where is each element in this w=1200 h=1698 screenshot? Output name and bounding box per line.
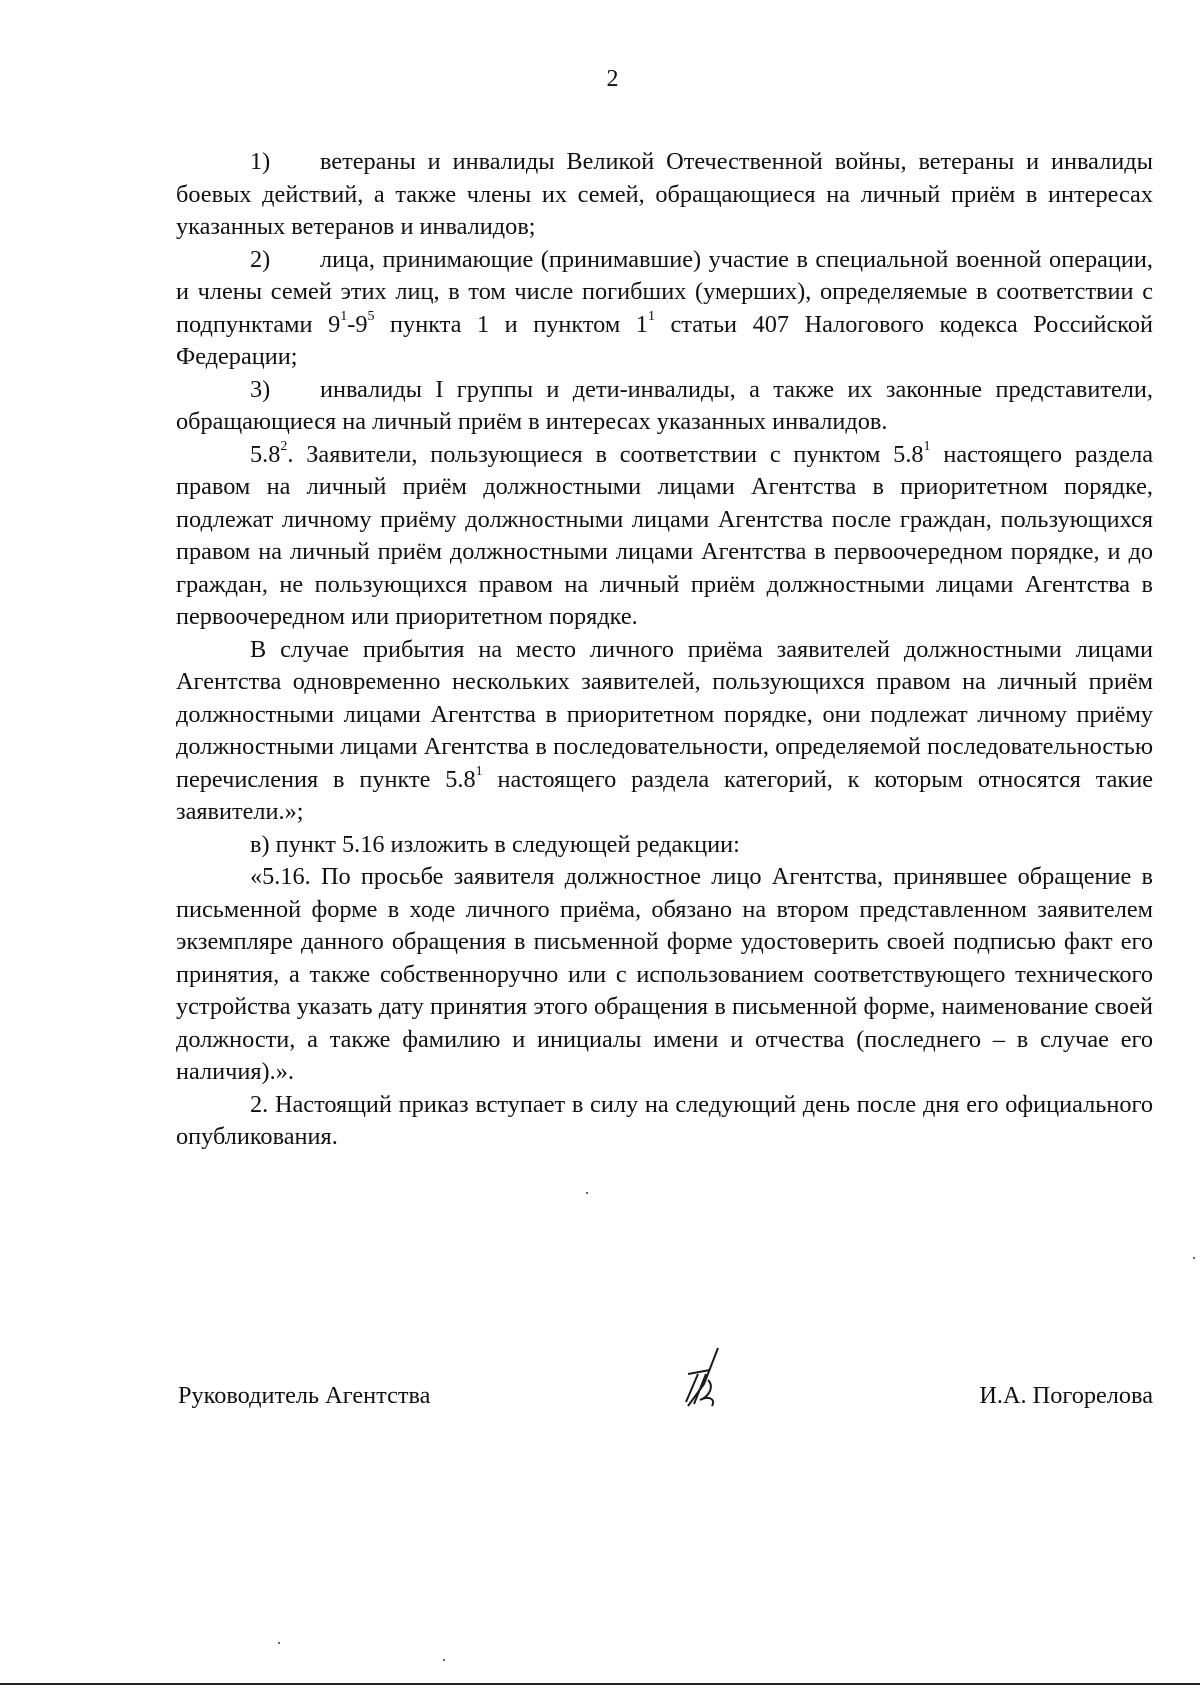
list-item-text: пункта 1 и пунктом 1: [374, 310, 648, 338]
list-item-text: -9: [347, 310, 368, 338]
scan-speck: [443, 1659, 445, 1661]
paragraph-amendment-v: в) пункт 5.16 изложить в следующей редакции:: [250, 830, 740, 858]
paragraph-5-16: «5.16. По просьбе заявителя должностное лицо Агентства, принявшее обращение в письменной форме в ходе личного приёма, обязано на втором представленном заявителем экземпляре данного обращения в письменной форме удостоверить своей подписью факт его принятия, а также собственноручно или с использованием соответствующего технического устройства указать дату принятия этого обращения в письменной форме, наименование своей должности, а также фамилию и инициалы имени и отчества (последнего – в случае его наличия).».: [176, 863, 1153, 1085]
list-item-number: 2): [250, 245, 271, 273]
paragraph-number: 5.8: [250, 440, 281, 468]
paragraph-text: . Заявители, пользующиеся в соответствии с пунктом 5.8: [287, 440, 924, 468]
list-item-number: 1): [250, 148, 271, 175]
paragraph-effective-date: 2. Настоящий приказ вступает в силу на следующий день после дня его официального опубликования.: [176, 1090, 1153, 1150]
document-body: [176, 146, 1153, 1154]
superscript: 5: [367, 309, 375, 325]
list-item-3: [176, 374, 1153, 439]
scan-speck: [1193, 1257, 1195, 1259]
superscript: 1: [475, 764, 483, 780]
scan-speck: [278, 1642, 280, 1644]
superscript: 2: [280, 439, 288, 455]
list-item-text: ветераны и инвалиды Великой Отечественной войны, ветераны и инвалиды боевых действий, а также члены их семей, обращающиеся на личный приём в интересах указанных ветеранов и инвалидов;: [176, 148, 1153, 240]
scan-speck: [586, 1192, 588, 1194]
signatory-name: И.А. Погорелова: [979, 1382, 1153, 1409]
paragraph-5-8-2: [176, 439, 1153, 634]
list-item-text: инвалиды I группы и дети-инвалиды, а также их законные представители, обращающиеся на личный приём в интересах указанных инвалидов.: [176, 375, 1153, 435]
superscript: 1: [647, 309, 655, 325]
signatory-title: Руководитель Агентства: [178, 1382, 431, 1409]
list-item-1: [176, 146, 1153, 244]
paragraph-text: В случае прибытия на место личного приёма заявителей должностными лицами Агентства одновременно нескольких заявителей, пользующихся правом на личный приём должностными лицами Агентства в приоритетном порядке, они подлежат личному приёму должностными лицами Агентства в последовательности, определяемой последовательностью перечисления в пункте 5.8: [176, 635, 1153, 793]
paragraph-text: настоящего раздела правом на личный приём должностными лицами Агентства в приоритетном порядке, подлежат личному приёму должностными лицами Агентства после граждан, пользующихся правом на личный приём должностными лицами Агентства в первоочередном порядке, и до граждан, не пользующихся правом на личный приём должностными лицами Агентства в первоочередном или приоритетном порядке.: [176, 440, 1153, 630]
page-number: 2: [606, 66, 619, 92]
paragraph-text: настоящего раздела категорий, к которым относятся такие заявители.»;: [176, 765, 1153, 825]
handwritten-signature-icon: [674, 1344, 734, 1414]
list-item-text: лица, принимающие (принимавшие) участие в специальной военной операции, и члены семей этих лиц, в том числе погибших (умерших), определяемые в соответствии с подпунктами 9: [176, 245, 1153, 338]
list-item-2: [176, 244, 1153, 374]
superscript: 1: [340, 309, 348, 325]
scan-edge-line: [0, 1683, 1200, 1685]
list-item-number: 3): [250, 375, 271, 403]
superscript: 1: [923, 439, 931, 455]
paragraph-arrival-case: [176, 634, 1153, 829]
list-item-text: статьи 407 Налогового кодекса Российской Федерации;: [176, 310, 1153, 370]
